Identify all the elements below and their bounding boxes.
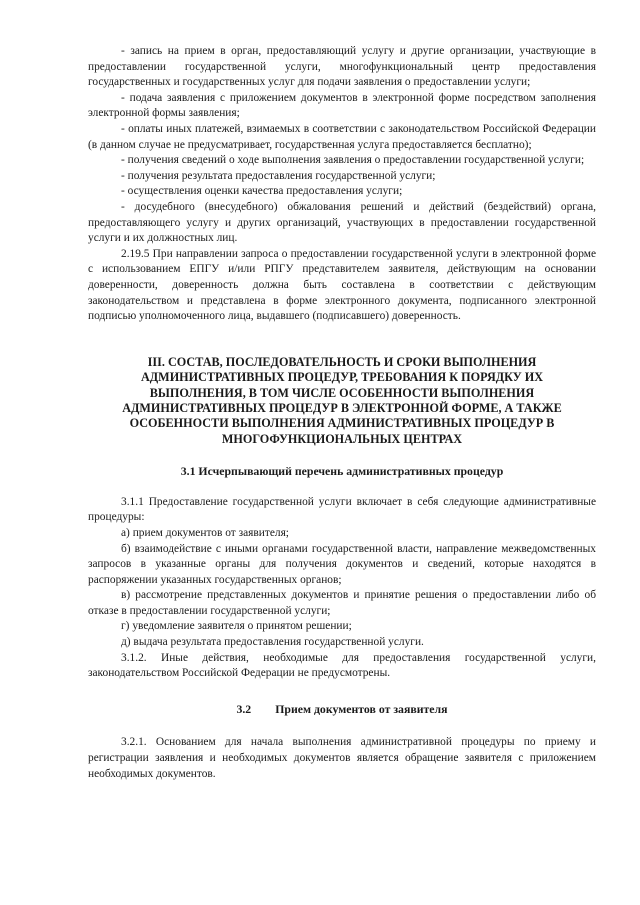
paragraph-status-info: - получения сведений о ходе выполнения заявления о предоставлении государственной услуги;: [121, 154, 585, 167]
paragraph-appointment: - запись на прием в орган, предоставляющий услугу и другие организации, участвующие в предоставлении государственной услуги, многофункциональный центр предоставления государственных и государственных услуг для подачи заявления о предоставлении услуги;: [88, 45, 596, 89]
paragraph-quality-assessment: - осуществления оценки качества предоставления услуги;: [121, 185, 403, 198]
subsection-3-1-title: 3.1 Исчерпывающий перечень административных процедур: [180, 464, 504, 479]
paragraph-3-1-2: 3.1.2. Иные действия, необходимые для предоставления государственной услуги, законодательством Российской Федерации не предусмотрены.: [88, 651, 596, 680]
paragraph-3-1-1: 3.1.1 Предоставление государственной услуги включает в себя следующие административные процедуры:: [88, 495, 596, 524]
paragraph-appeal: - досудебного (внесудебного) обжалования решений и действий (бездействий) органа, предоставляющего услугу и других организаций, участвующих в предоставлении государственной услуги и их должностных лиц.: [88, 200, 596, 245]
paragraph-3-2-1: 3.2.1. Основанием для начала выполнения административной процедуры по приему и регистрации заявления и необходимых документов является обращение заявителя с приложением необходимых документов.: [88, 736, 596, 780]
section-heading: III. СОСТАВ, ПОСЛЕДОВАТЕЛЬНОСТЬ И СРОКИ ВЫПОЛНЕНИЯ АДМИНИСТРАТИВНЫХ ПРОЦЕДУР, ТРЕБОВАНИЯ К ПОРЯДКУ ИХ ВЫПОЛНЕНИЯ, В ТОМ ЧИСЛЕ ОСОБЕННОСТИ ВЫПОЛНЕНИЯ АДМИНИСТРАТИВНЫХ ПРОЦЕДУР В ЭЛЕКТРОННОЙ ФОРМЕ, А ТАКЖЕ ОСОБЕННОСТИ ВЫПОЛНЕНИЯ АДМИНИСТРАТИВНЫХ ПРОЦЕДУР В МНОГОФУНКЦИОНАЛЬНЫХ ЦЕНТРАХ: [122, 354, 562, 446]
subsection-3-2-number: 3.2: [236, 701, 252, 716]
list-item-v: в) рассмотрение представленных документов и принятие решения о предоставлении либо об отказе в предоставлении государственной услуги;: [88, 589, 596, 617]
paragraph-get-result: - получения результата предоставления государственной услуги;: [121, 169, 436, 182]
paragraph-2-19-5: 2.19.5 При направлении запроса о предоставлении государственной услуги в электронной форме с использованием ЕПГУ и/или РПГУ представителем заявителя, действующим на основании доверенности, доверенность должна быть составлена в соответствии с действующим законодательством и представлена в форме электронного документа, подписанного электронной подписью уполномоченного лица, выдавшего (подписавшего) доверенность.: [88, 247, 596, 323]
list-item-a: а) прием документов от заявителя;: [121, 526, 289, 539]
list-item-b: б) взаимодействие с иными органами государственной власти, направление межведомственных запросов в указанные органы для получения документов и сведений, которые находятся в распоряжении указанных государственных органов;: [88, 542, 596, 586]
subsection-3-2-title: [88, 702, 596, 718]
paragraph-payments: - оплаты иных платежей, взимаемых в соответствии с законодательством Российской Федерации (в данном случае не предусматривает, государственная услуга предоставляется бесплатно);: [88, 122, 596, 151]
document-page: [88, 44, 596, 782]
list-item-d: д) выдача результата предоставления государственной услуги.: [121, 636, 424, 649]
paragraph-submit-application: - подача заявления с приложением документов в электронной форме посредством заполнения электронной формы заявления;: [88, 91, 596, 120]
subsection-3-2-text: Прием документов от заявителя: [275, 701, 448, 716]
list-item-g: г) уведомление заявителя о принятом решении;: [121, 620, 352, 633]
